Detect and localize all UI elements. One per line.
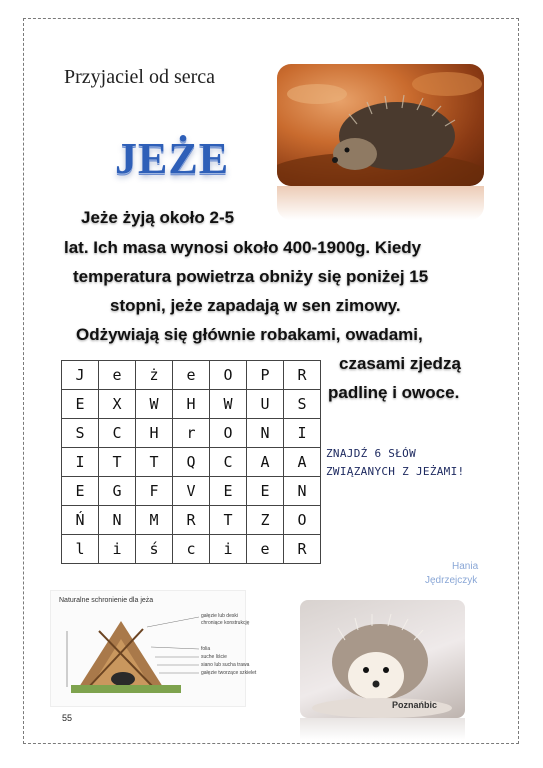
paragraph-line-5: Odżywiają się głównie robakami, owadami, [76, 325, 423, 344]
paragraph-line-1: Jeże żyją około 2-5 [81, 208, 235, 227]
grid-cell: R [173, 506, 210, 535]
grid-cell: T [210, 506, 247, 535]
grid-cell: ż [136, 361, 173, 390]
grid-cell: S [284, 390, 321, 419]
grid-cell: J [62, 361, 99, 390]
grid-cell: O [210, 361, 247, 390]
grid-cell: W [136, 390, 173, 419]
grid-cell: r [173, 419, 210, 448]
grid-cell: H [173, 390, 210, 419]
grid-cell: Q [173, 448, 210, 477]
diagram-label-branches: gałęzie lub deski [201, 613, 238, 619]
grid-row [62, 448, 321, 477]
grid-cell: O [210, 419, 247, 448]
grid-cell: E [62, 477, 99, 506]
diagram-label-leaves: suche liście [201, 654, 227, 660]
grid-cell: C [99, 419, 136, 448]
grid-cell: H [136, 419, 173, 448]
paragraph-line-2: lat. Ich masa wynosi około 400-1900g. Kiedy [64, 238, 422, 257]
grid-cell: T [136, 448, 173, 477]
grid-cell: E [62, 390, 99, 419]
diagram-label-hay: siano lub sucha trawa [201, 662, 250, 668]
diagram-title: Naturalne schronienie dla jeża [59, 597, 154, 604]
grid-cell: O [284, 506, 321, 535]
grid-cell: R [284, 361, 321, 390]
grid-row [62, 477, 321, 506]
grid-cell: E [247, 477, 284, 506]
grid-cell: Z [247, 506, 284, 535]
grid-row [62, 390, 321, 419]
grid-cell: U [247, 390, 284, 419]
grid-cell: S [62, 419, 99, 448]
wordsearch-instruction-line-1: ZNAJDŹ 6 SŁÓW [326, 447, 416, 460]
heading-jeze: JEŻE [115, 134, 230, 183]
grid-cell: I [284, 419, 321, 448]
diagram-label-protect: chroniące konstrukcję [201, 620, 250, 626]
grid-cell: N [247, 419, 284, 448]
grid-row [62, 361, 321, 390]
grid-cell: R [284, 535, 321, 564]
grid-cell: i [210, 535, 247, 564]
brand-logo: Poznańbic [392, 700, 438, 710]
grid-cell: l [62, 535, 99, 564]
paragraph-line-6: czasami zjedzą [339, 354, 461, 373]
author-last-name: Jędrzejczyk [425, 575, 478, 586]
grid-cell: T [99, 448, 136, 477]
paragraph-line-3: temperatura powietrza obniży się poniżej 15 [73, 267, 429, 286]
grid-row [62, 506, 321, 535]
author-first-name: Hania [452, 561, 479, 572]
grid-cell: P [247, 361, 284, 390]
grid-cell: e [99, 361, 136, 390]
grid-cell: N [284, 477, 321, 506]
grid-row [62, 535, 321, 564]
page-title: Przyjaciel od serca [64, 66, 216, 88]
photo-reflection [277, 186, 484, 220]
grid-cell: X [99, 390, 136, 419]
word-search-grid [61, 360, 321, 564]
grid-cell: e [173, 361, 210, 390]
photo-reflection-bottom [300, 718, 465, 740]
grid-cell: N [99, 506, 136, 535]
grid-cell: e [247, 535, 284, 564]
grid-cell: W [210, 390, 247, 419]
grid-cell: A [284, 448, 321, 477]
wordsearch-instruction-line-2: ZWIĄZANYCH Z JEŻAMI! [326, 465, 465, 478]
grid-cell: C [210, 448, 247, 477]
paragraph-line-7: padlinę i owoce. [328, 383, 460, 402]
grid-cell: F [136, 477, 173, 506]
grid-cell: ś [136, 535, 173, 564]
grid-cell: M [136, 506, 173, 535]
grid-cell: E [210, 477, 247, 506]
diagram-label-frame: gałęzie tworzące szkielet [201, 670, 257, 676]
diagram-label-foil: folia [201, 646, 211, 652]
grid-cell: c [173, 535, 210, 564]
grid-cell: A [247, 448, 284, 477]
grid-cell: V [173, 477, 210, 506]
shelter-diagram [50, 590, 257, 707]
paragraph-line-4: stopni, jeże zapadają w sen zimowy. [110, 296, 401, 315]
grid-cell: I [62, 448, 99, 477]
grid-cell: i [99, 535, 136, 564]
hedgehog-white-photo [300, 600, 465, 718]
grid-row [62, 419, 321, 448]
page-number: 55 [62, 713, 73, 723]
grid-cell: G [99, 477, 136, 506]
grid-cell: Ń [62, 506, 99, 535]
hedgehog-autumn-photo [277, 64, 484, 186]
